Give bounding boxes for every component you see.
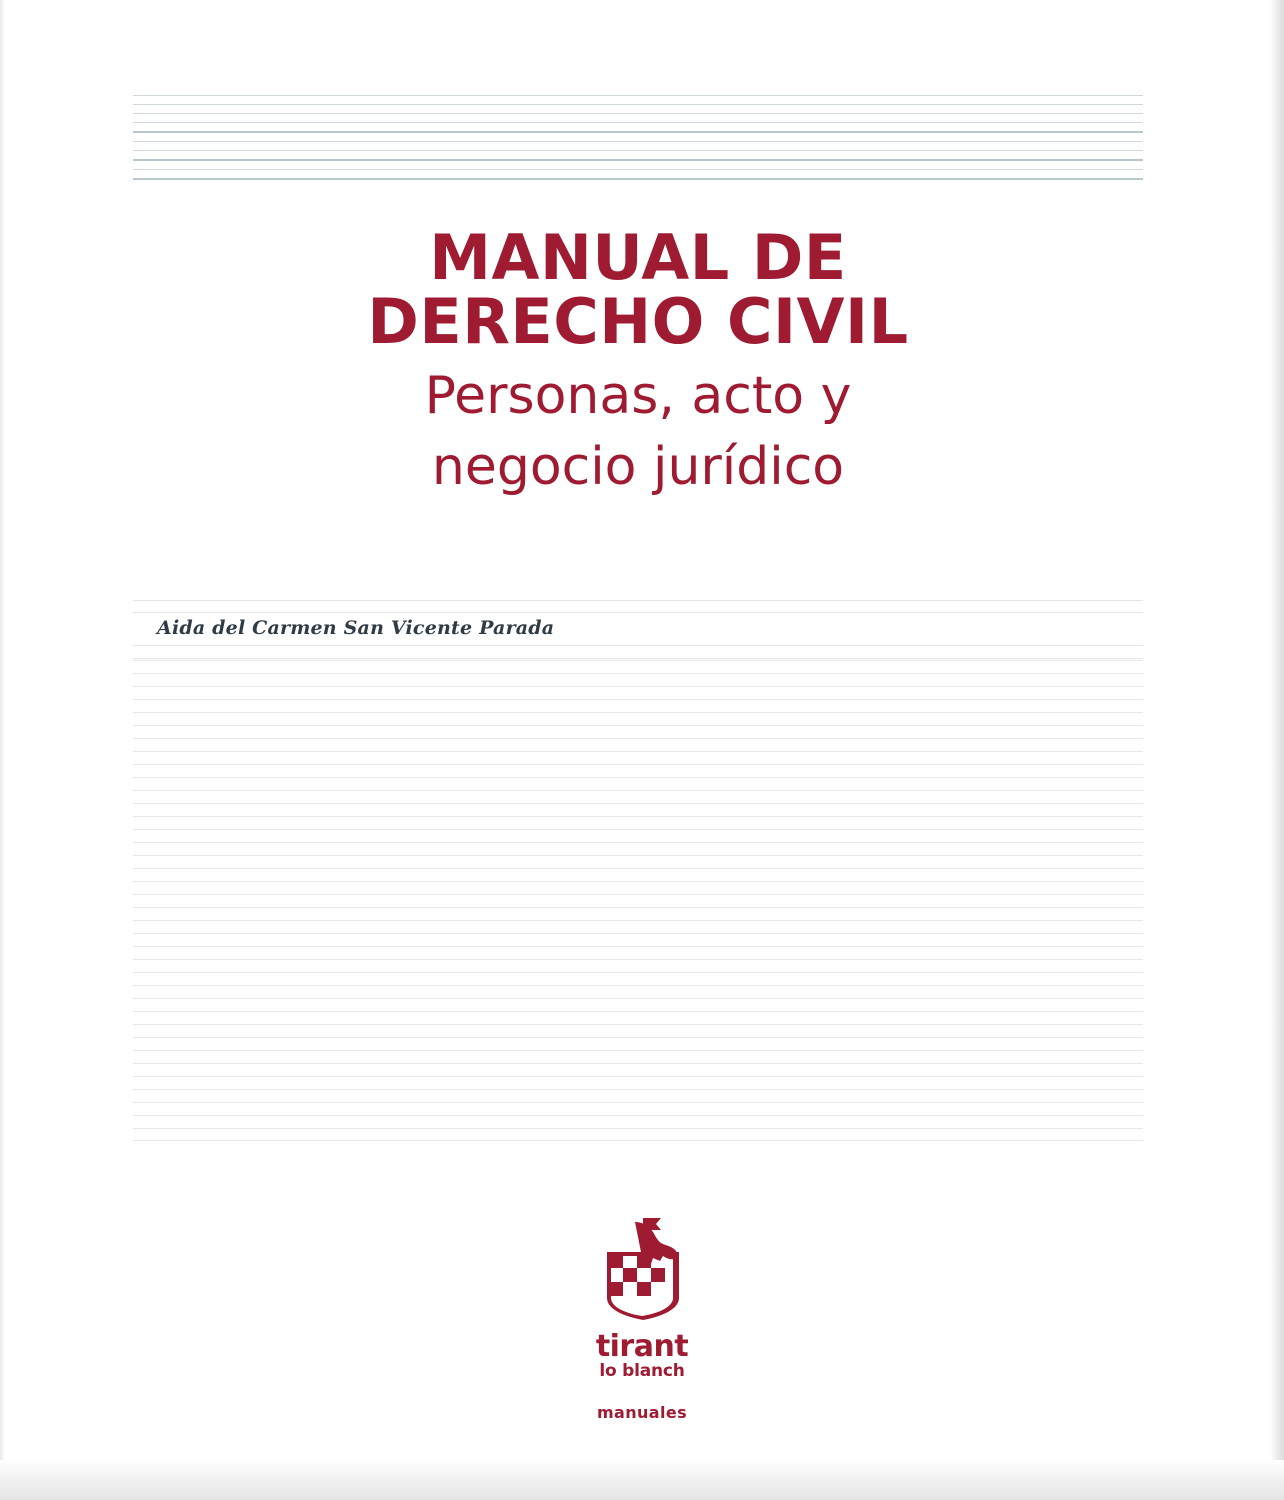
book-subtitle-line-1: Personas, acto y xyxy=(424,365,852,426)
rule-line xyxy=(133,113,1143,114)
rule-line xyxy=(133,141,1143,142)
rule-line xyxy=(133,159,1143,161)
rule-line xyxy=(133,104,1143,105)
publisher-name: tirant xyxy=(595,1329,689,1364)
title-block xyxy=(133,221,1143,498)
rule-line xyxy=(133,178,1143,180)
rule-line xyxy=(133,122,1143,123)
author-name: Aida del Carmen San Vicente Parada xyxy=(157,617,555,639)
top-rule-band xyxy=(133,95,1143,180)
rule-line xyxy=(133,150,1143,151)
rule-line xyxy=(133,600,1143,601)
tirant-lo-blanch-horse-logo-icon xyxy=(583,1218,701,1326)
rule-line xyxy=(133,131,1143,133)
scan-edge-bottom xyxy=(0,1460,1284,1500)
book-title-line-2: DERECHO CIVIL xyxy=(367,285,909,359)
publisher-subname: lo blanch xyxy=(599,1361,685,1381)
author-band xyxy=(133,600,1143,660)
rule-line xyxy=(133,612,1143,613)
body-rule-field xyxy=(133,660,1143,1140)
rule-line xyxy=(133,645,1143,646)
collection-name: manuales xyxy=(596,1402,688,1422)
rule-line xyxy=(133,169,1143,170)
rule-line xyxy=(133,658,1143,659)
publisher-block xyxy=(0,1218,1284,1422)
rule-line xyxy=(133,95,1143,96)
book-subtitle-line-2: negocio jurídico xyxy=(431,437,845,498)
book-title-line-1: MANUAL DE xyxy=(429,221,847,294)
